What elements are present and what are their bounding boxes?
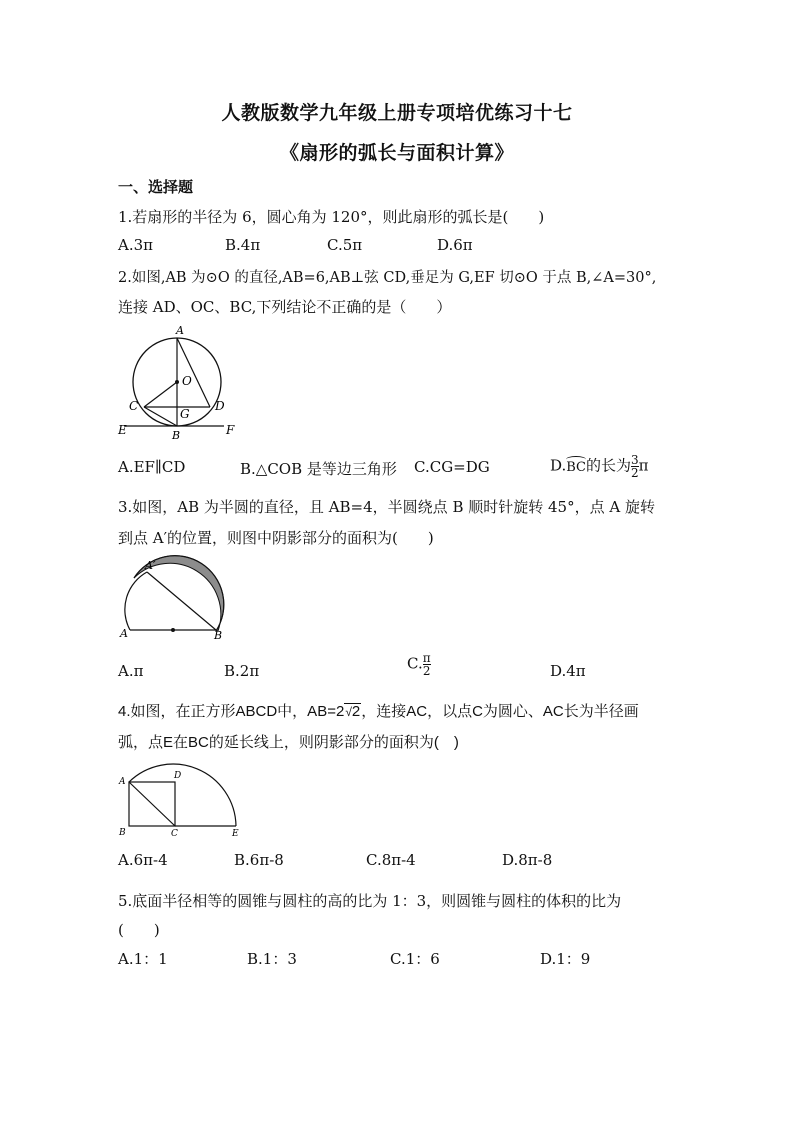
figure-2-label-d: D <box>215 399 225 413</box>
question-5-option-c: C.1：6 <box>390 950 440 968</box>
question-2-option-c: C.CG=DG <box>414 458 490 476</box>
figure-2-label-b: B <box>172 429 181 442</box>
sqrt-symbol: √ <box>345 705 352 719</box>
question-2-option-d-prefix: D. <box>550 456 567 475</box>
question-4-option-a: A.6π-4 <box>118 851 168 869</box>
question-4-stem-part-2: ，连接AC，以点C为圆心、AC长为半径画 <box>361 703 639 720</box>
question-3-option-a: A.π <box>118 662 144 680</box>
question-2-option-d-mid: 的长为 <box>586 456 632 475</box>
question-2-option-d <box>550 454 649 479</box>
question-3-option-c-prefix: C. <box>407 654 423 673</box>
figure-2-label-f: F <box>226 423 235 437</box>
question-4-option-b: B.6π-8 <box>234 851 284 869</box>
fraction-numerator: 3 <box>631 453 639 467</box>
question-5-option-a: A.1：1 <box>118 950 168 968</box>
question-2-figure <box>112 322 252 442</box>
question-1-option-b: B.4π <box>225 236 261 254</box>
question-4-sqrt <box>344 703 361 721</box>
figure-4-label-b: B <box>119 828 126 838</box>
figure-2-label-a: A <box>176 324 184 337</box>
question-3-stem-line-1: 3.如图，AB 为半圆的直径，且 AB=4，半圆绕点 B 顺时针旋转 45°，点 A 旋转 <box>118 498 655 516</box>
figure-2-label-e: E <box>118 423 127 437</box>
fraction-denominator: 2 <box>631 466 639 480</box>
figure-4-label-c: C <box>171 829 178 839</box>
question-2-stem-line-2: 连接 AD、OC、BC,下列结论不正确的是（ ） <box>118 298 452 316</box>
figure-3-label-b: B <box>214 629 223 642</box>
question-4-option-c: C.8π-4 <box>366 851 416 869</box>
fraction-denominator: 2 <box>422 664 431 678</box>
question-2-stem-line-1: 2.如图,AB 为⊙O 的直径,AB=6,AB⊥弦 CD,垂足为 G,EF 切⊙O 于点 B,∠A=30°, <box>118 270 657 286</box>
question-2-option-d-fraction <box>631 454 639 479</box>
figure-4-label-e: E <box>232 829 239 839</box>
question-5-option-b: B.1：3 <box>247 950 297 968</box>
figure-2-label-o: O <box>182 374 192 388</box>
question-3-figure <box>116 555 236 645</box>
figure-3-label-a: A <box>120 627 128 640</box>
figure-4-label-d: D <box>174 771 182 781</box>
page-title: 人教版数学九年级上册专项培优练习十七 <box>221 102 573 124</box>
figure-3-label-a-prime: A′ <box>145 559 156 572</box>
question-1-option-c: C.5π <box>327 236 363 254</box>
question-4-figure <box>116 762 246 840</box>
figure-4-label-a: A <box>119 777 126 787</box>
question-3-option-c-fraction <box>423 652 431 677</box>
section-heading: 一、选择题 <box>118 178 194 196</box>
question-2-option-d-arc: BC <box>566 459 587 475</box>
question-4-option-d: D.8π-8 <box>502 851 553 869</box>
question-5-stem-line-1: 5.底面半径相等的圆锥与圆柱的高的比为 1：3，则圆锥与圆柱的体积的比为 <box>118 892 622 910</box>
question-3-option-b: B.2π <box>224 662 260 680</box>
figure-2-label-c: C <box>129 399 139 413</box>
question-5-stem-line-2: ( ) <box>118 921 160 939</box>
question-4-stem-line-1 <box>118 700 639 721</box>
page-subtitle: 《扇形的弧长与面积计算》 <box>279 142 514 164</box>
question-1-option-d: D.6π <box>437 236 473 254</box>
question-1-stem: 1.若扇形的半径为 6，圆心角为 120°，则此扇形的弧长是( ) <box>118 208 545 226</box>
figure-2-label-g: G <box>180 407 190 421</box>
question-4-stem-part-1: 4.如图，在正方形ABCD中，AB=2 <box>118 703 345 720</box>
question-5-option-d: D.1：9 <box>540 950 591 968</box>
fraction-numerator: π <box>422 651 431 665</box>
question-2-option-a: A.EF∥CD <box>118 458 186 476</box>
question-2-option-d-suffix: π <box>638 456 649 475</box>
question-2-option-b: B.△COB 是等边三角形 <box>240 460 397 478</box>
question-3-stem-line-2: 到点 A′的位置，则图中阴影部分的面积为( ) <box>118 529 434 547</box>
question-3-option-c <box>407 652 431 677</box>
question-4-sqrt-value: 2 <box>351 703 361 720</box>
question-3-option-d: D.4π <box>550 662 586 680</box>
question-4-stem-line-2: 弧，点E在BC的延长线上，则阴影部分的面积为( ) <box>118 734 459 751</box>
question-1-option-a: A.3π <box>118 236 154 254</box>
